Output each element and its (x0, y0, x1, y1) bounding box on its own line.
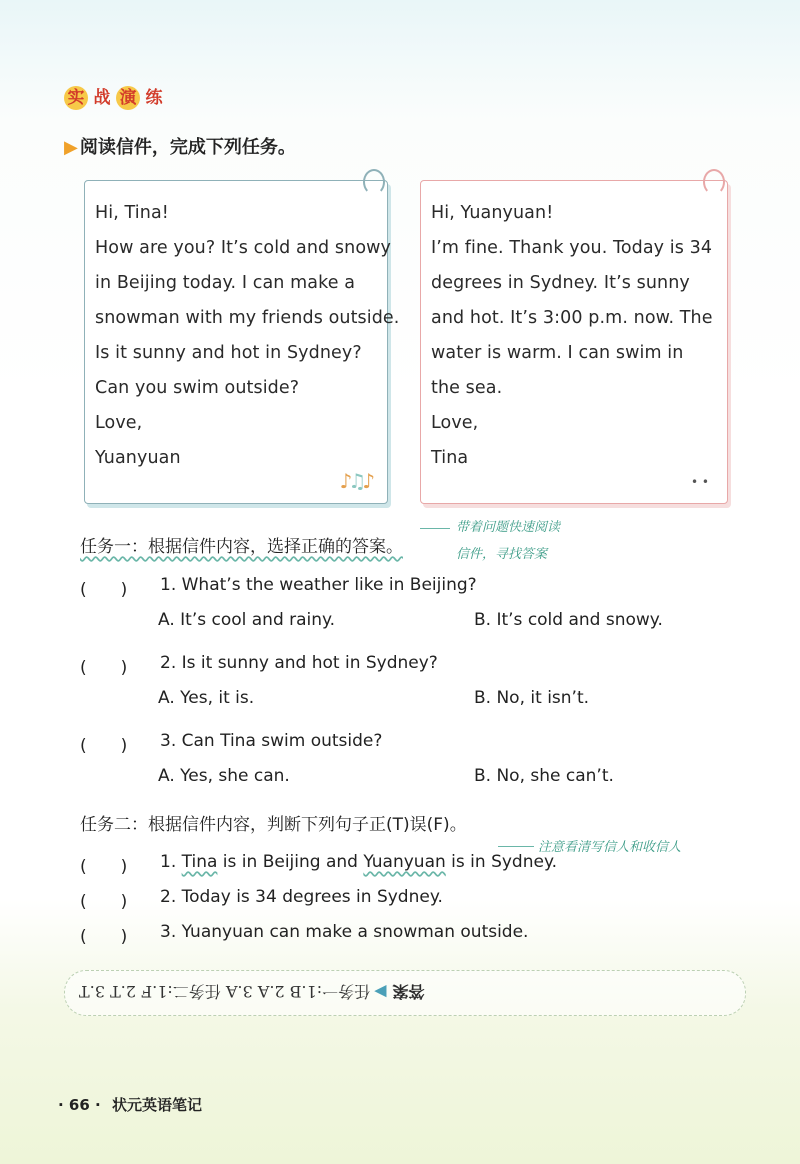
letter-line: water is warm. I can swim in (431, 343, 684, 363)
letter-card-left (84, 180, 400, 504)
page-footer (58, 1094, 202, 1115)
decoration-dots-icon: • • (691, 475, 709, 489)
triangle-arrow-icon: ▶ (64, 137, 78, 158)
page-number: · 66 · (58, 1096, 101, 1114)
letter-line: degrees in Sydney. It’s sunny (431, 273, 690, 293)
section-badge (64, 86, 166, 110)
answer-blank[interactable]: ( ) (80, 658, 128, 678)
answer-blank[interactable]: ( ) (80, 736, 128, 756)
answer-text-upside-down (65, 971, 745, 1015)
letter-line: snowman with my friends outside. (95, 308, 400, 328)
option-b: B. It’s cold and snowy. (474, 610, 663, 630)
paperclip-icon (363, 169, 385, 195)
task1-question-1 (80, 575, 477, 600)
task1-note-line2: 信件，寻找答案 (456, 547, 548, 562)
task1-title (80, 532, 403, 557)
instruction-text: 阅读信件，完成下列任务。 (79, 137, 296, 158)
triangle-arrow-icon: ▶ (374, 983, 387, 1003)
option-a: A. Yes, she can. (158, 766, 290, 786)
letter-card-right (420, 180, 728, 504)
badge-char: 练 (145, 88, 163, 108)
task2-question-1 (80, 852, 557, 877)
answer-content: 任务一:1.B 2.A 3.A 任务二:1.F 2.T 3.T (79, 982, 371, 1002)
letter-line: How are you? It’s cold and snowy (95, 238, 392, 258)
task2-question-2 (80, 887, 443, 912)
letter-line: I’m fine. Thank you. Today is 34 (431, 238, 713, 258)
task1-note-line1: 带着问题快速阅读 (456, 520, 561, 535)
option-a: A. It’s cool and rainy. (158, 610, 336, 630)
annotation-pointer-line (420, 528, 450, 529)
option-b: B. No, it isn’t. (474, 688, 590, 708)
answer-label: 答案 (392, 982, 425, 1002)
music-notes-icon: ♪♫♪ (339, 469, 371, 493)
answer-strip (64, 970, 746, 1016)
question-text: 1. What’s the weather like in Beijing? (160, 575, 477, 595)
instruction (64, 133, 296, 159)
task2-title: 任务二：根据信件内容，判断下列句子正(T)误(F)。 (80, 815, 467, 835)
letter-line: Hi, Tina! (95, 203, 169, 223)
question-text: 3. Yuanyuan can make a snowman outside. (160, 922, 529, 942)
letter-line: Love, (431, 413, 479, 433)
answer-blank[interactable]: ( ) (80, 857, 128, 877)
letter-line: Can you swim outside? (95, 378, 300, 398)
annotation-pointer-line (498, 846, 534, 847)
letter-line: Yuanyuan (95, 448, 181, 468)
letter-line: Hi, Yuanyuan! (431, 203, 554, 223)
question-number: 1. (160, 852, 182, 872)
badge-char: 战 (93, 88, 111, 108)
letter-line: Love, (95, 413, 143, 433)
task1-question-3 (80, 731, 382, 756)
answer-blank[interactable]: ( ) (80, 580, 128, 600)
question-text: 2. Today is 34 degrees in Sydney. (160, 887, 443, 907)
letter-line: the sea. (431, 378, 503, 398)
badge-char: 实 (64, 86, 88, 110)
letter-line: and hot. It’s 3:00 p.m. now. The (431, 308, 713, 328)
task1-title-text: 任务一：根据信件内容，选择正确的答案。 (80, 537, 403, 557)
option-b: B. No, she can’t. (474, 766, 614, 786)
name-yuanyuan: Yuanyuan (363, 852, 446, 872)
name-tina: Tina (181, 852, 218, 872)
book-title: 状元英语笔记 (111, 1096, 202, 1114)
task2-note: 注意看清写信人和收信人 (538, 840, 682, 855)
paperclip-icon (703, 169, 725, 195)
question-fragment: is in Beijing and (217, 852, 364, 872)
question-text: 3. Can Tina swim outside? (160, 731, 383, 751)
task2-question-3 (80, 922, 528, 947)
question-fragment: is in Sydney. (445, 852, 557, 872)
answer-blank[interactable]: ( ) (80, 892, 128, 912)
option-a: A. Yes, it is. (158, 688, 255, 708)
letter-line: Is it sunny and hot in Sydney? (95, 343, 362, 363)
letter-line: in Beijing today. I can make a (95, 273, 356, 293)
question-text: 2. Is it sunny and hot in Sydney? (160, 653, 438, 673)
task1-question-2 (80, 653, 438, 678)
question-text (160, 852, 557, 877)
letter-line: Tina (431, 448, 469, 468)
badge-char: 演 (116, 86, 140, 110)
answer-blank[interactable]: ( ) (80, 927, 128, 947)
